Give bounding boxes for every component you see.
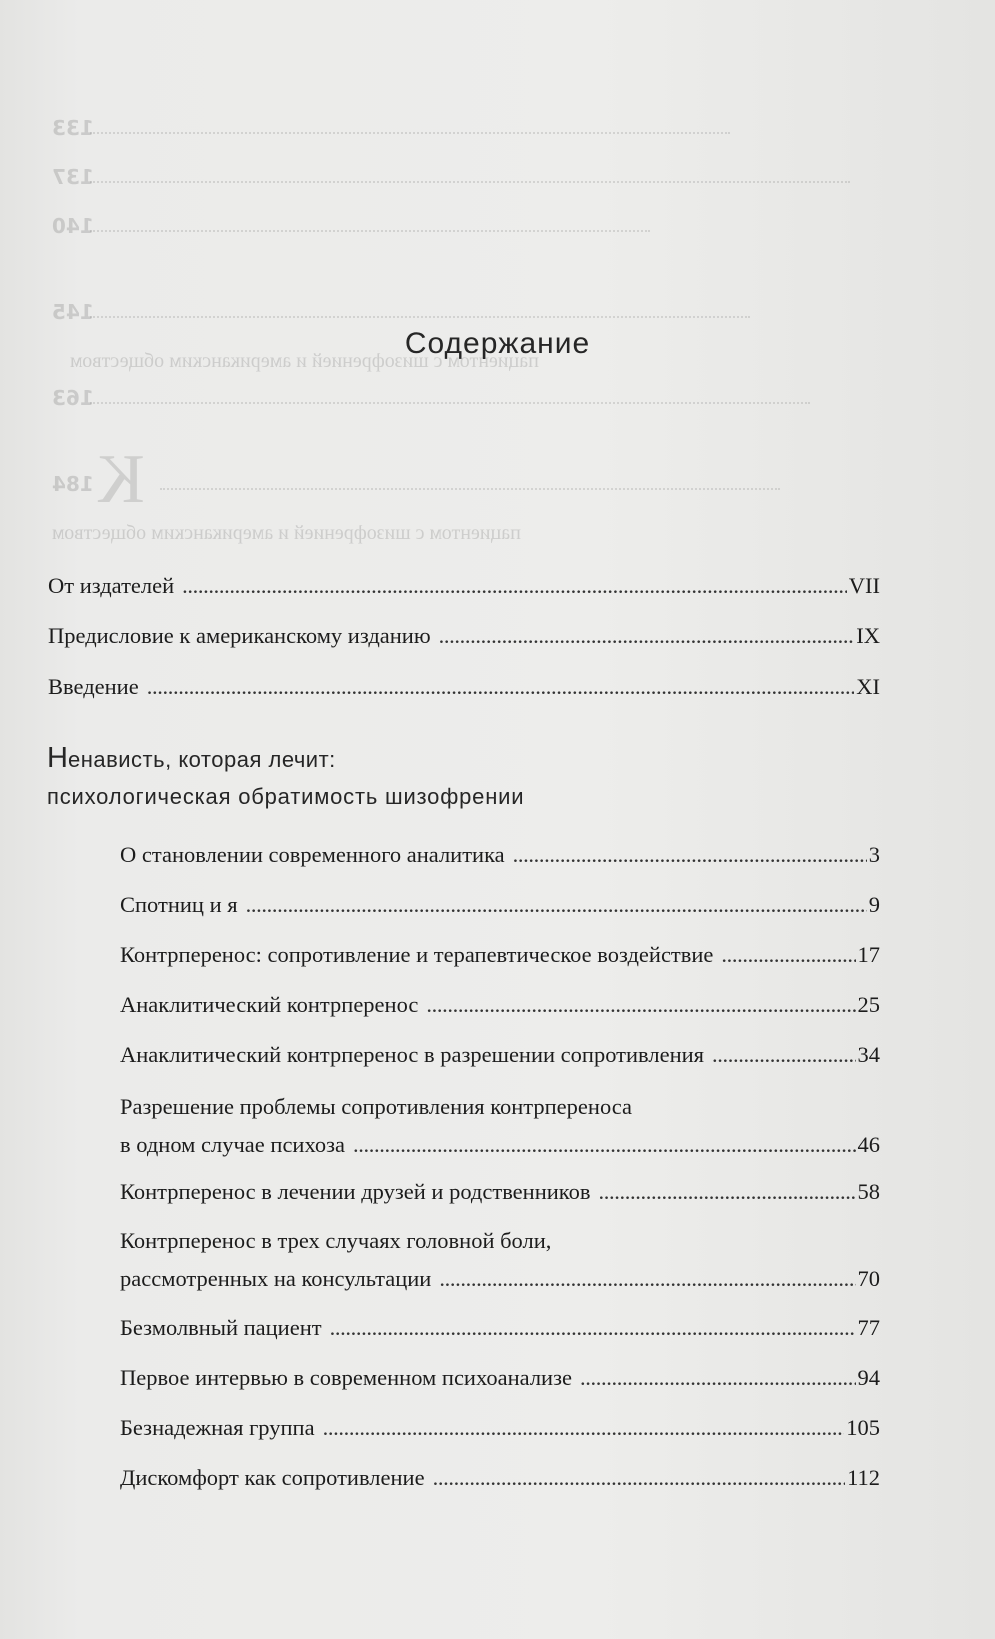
toc-entry-title: От издателей xyxy=(48,573,175,598)
toc-entry-title: Введение xyxy=(48,674,139,699)
toc-page-number: 58 xyxy=(857,1179,880,1204)
toc-page-number: 17 xyxy=(857,942,880,967)
toc-entry[interactable] xyxy=(48,622,880,650)
toc-page-number: IX xyxy=(856,623,880,648)
show-through-dots xyxy=(90,316,750,318)
toc-entry-title: Анаклитический контрперенос в разрешении сопротивления xyxy=(120,1042,705,1067)
toc-page-number: 25 xyxy=(857,992,880,1017)
toc-page-number: 46 xyxy=(857,1132,880,1157)
show-through-line: пациентом с шизофренией и американским обществом xyxy=(70,350,539,372)
show-through-page-number: 145 xyxy=(52,300,94,324)
toc-page-number: 94 xyxy=(857,1365,880,1390)
toc-entry[interactable] xyxy=(120,1227,880,1293)
toc-page-number: 9 xyxy=(868,892,880,917)
toc-entry[interactable] xyxy=(120,841,880,869)
show-through-dots xyxy=(90,181,850,183)
toc-entry[interactable] xyxy=(120,891,880,919)
show-through-dots xyxy=(90,402,810,404)
toc-leader-dots xyxy=(246,891,867,919)
toc-entry[interactable] xyxy=(120,1178,880,1206)
toc-entry[interactable] xyxy=(48,673,880,701)
toc-entry-title: О становлении современного аналитика xyxy=(120,842,505,867)
toc-entry-title: Спотниц и я xyxy=(120,892,238,917)
show-through-line: пациентом с шизофренией и американским обществом xyxy=(52,522,521,544)
toc-leader-dots xyxy=(712,1041,855,1069)
toc-leader-dots xyxy=(147,673,855,701)
toc-entry-title: Первое интервью в современном психоанализе xyxy=(120,1365,572,1390)
toc-leader-dots xyxy=(323,1414,845,1442)
show-through-page-number: 140 xyxy=(52,214,94,238)
toc-entry-title: Разрешение проблемы сопротивления контрпереноса xyxy=(120,1094,633,1119)
show-through-dots xyxy=(90,230,650,232)
toc-entry[interactable] xyxy=(120,1464,880,1492)
toc-entry[interactable] xyxy=(120,1093,880,1159)
toc-leader-dots xyxy=(598,1178,855,1206)
toc-entry-title-continued: в одном случае психоза xyxy=(120,1132,345,1157)
show-through-dots xyxy=(90,132,730,134)
show-through-page-number: 133 xyxy=(52,116,94,140)
toc-entry[interactable] xyxy=(120,1364,880,1392)
toc-page-number: 3 xyxy=(868,842,880,867)
toc-leader-dots xyxy=(721,941,855,969)
toc-entry[interactable] xyxy=(48,572,880,600)
toc-leader-dots xyxy=(426,991,855,1019)
toc-page-number: XI xyxy=(856,674,880,699)
toc-leader-dots xyxy=(439,622,855,650)
section-heading-initial: Н xyxy=(47,742,68,774)
toc-entry[interactable] xyxy=(120,1414,880,1442)
page-title: Содержание xyxy=(404,327,591,360)
toc-entry[interactable] xyxy=(120,991,880,1019)
show-through-page-number: 163 xyxy=(52,386,94,410)
toc-leader-dots xyxy=(330,1314,856,1342)
toc-entry-title-line xyxy=(120,1131,880,1159)
toc-entry-title-continued: рассмотренных на консультации xyxy=(120,1266,432,1291)
show-through-page-number: 184 xyxy=(52,472,94,496)
toc-leader-dots xyxy=(433,1464,846,1492)
toc-entry-title: Контрперенос: сопротивление и терапевтическое воздействие xyxy=(120,942,714,967)
toc-leader-dots xyxy=(580,1364,856,1392)
toc-leader-dots xyxy=(513,841,867,869)
toc-page-number: 105 xyxy=(846,1415,880,1440)
toc-entry-title: Контрперенос в лечении друзей и родственников xyxy=(120,1179,591,1204)
toc-leader-dots xyxy=(439,1265,855,1293)
show-through-page-number: 137 xyxy=(52,165,94,189)
toc-leader-dots xyxy=(182,572,847,600)
section-subheading: психологическая обратимость шизофрении xyxy=(47,784,525,809)
section-heading xyxy=(47,742,336,775)
toc-page-number: 112 xyxy=(847,1465,880,1490)
toc-entry-title-line xyxy=(120,1265,880,1293)
toc-page-number: 34 xyxy=(857,1042,880,1067)
toc-leader-dots xyxy=(353,1131,856,1159)
toc-page-number: 70 xyxy=(857,1266,880,1291)
toc-page-number: VII xyxy=(848,573,880,598)
toc-entry-title: Безнадежная группа xyxy=(120,1415,315,1440)
toc-entry[interactable] xyxy=(120,941,880,969)
toc-entry-title: Безмолвный пациент xyxy=(120,1315,322,1340)
toc-entry-title: Дискомфорт как сопротивление xyxy=(120,1465,425,1490)
toc-entry[interactable] xyxy=(120,1041,880,1069)
show-through-initial: К xyxy=(98,441,145,518)
toc-entry-title: Анаклитический контрперенос xyxy=(120,992,419,1017)
toc-page-number: 77 xyxy=(857,1315,880,1340)
toc-entry[interactable] xyxy=(120,1314,880,1342)
toc-entry-title: Предисловие к американскому изданию xyxy=(48,623,431,648)
toc-entry-title: Контрперенос в трех случаях головной боли, xyxy=(120,1228,552,1253)
section-heading-text: енависть, которая лечит: xyxy=(67,747,336,772)
show-through-dots xyxy=(160,488,780,490)
